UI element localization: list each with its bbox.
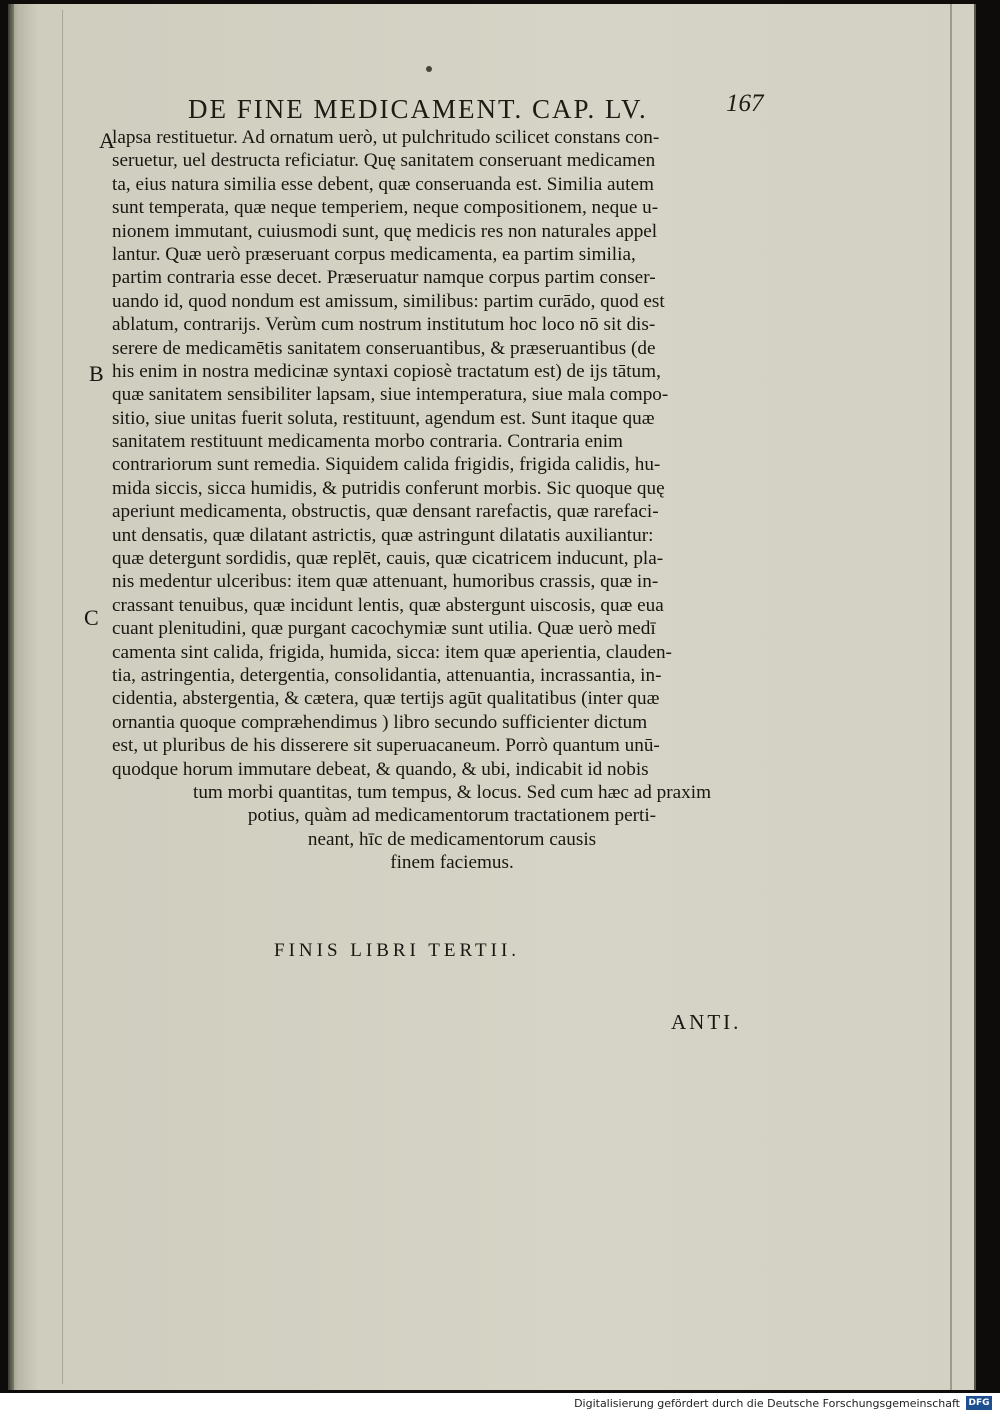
text-line: lantur. Quæ uerò præseruant corpus medicamenta, ea partim similia, bbox=[112, 243, 636, 265]
margin-marker-a: A bbox=[99, 128, 115, 153]
text-line: partim contraria esse decet. Præseruatur namque corpus partim conser- bbox=[112, 267, 656, 289]
finis-line: FINIS LIBRI TERTII. bbox=[274, 940, 521, 961]
text-line: mida siccis, sicca humidis, & putridis conferunt morbis. Sic quoque quę bbox=[112, 477, 665, 499]
text-line: potius, quàm ad medicamentorum tractationem perti- bbox=[247, 805, 657, 827]
margin-marker-b: B bbox=[89, 361, 104, 386]
text-line: camenta sint calida, frigida, humida, sicca: item quæ aperientia, clauden- bbox=[112, 641, 672, 663]
text-line: tia, astringentia, detergentia, consolidantia, attenuantia, incrassantia, in- bbox=[112, 664, 662, 686]
text-line: nionem immutant, cuiusmodi sunt, quę medicis res non naturales appel bbox=[112, 220, 658, 242]
ornament-dot bbox=[426, 66, 432, 72]
page-edge bbox=[950, 4, 952, 1390]
text-line: quæ detergunt sordidis, quæ replēt, cauis, quæ cicatricem inducunt, pla- bbox=[112, 548, 664, 570]
body-text bbox=[112, 126, 792, 875]
gutter-line bbox=[62, 10, 63, 1384]
text-line: ablatum, contrarijs. Verùm cum nostrum institutum hoc loco nō sit dis- bbox=[112, 314, 656, 336]
text-line: cidentia, abstergentia, & cætera, quæ tertijs agūt qualitatibus (inter quæ bbox=[112, 688, 660, 710]
text-line: sunt temperata, quæ neque temperiem, neque compositionem, neque u- bbox=[112, 197, 659, 219]
text-line: his enim in nostra medicinæ syntaxi copiosè tractatum est) de ijs tātum, bbox=[112, 360, 661, 382]
text-line: contrariorum sunt remedia. Siquidem calida frigidis, frigida calidis, hu- bbox=[112, 454, 661, 476]
text-line: sitio, siue unitas fuerit soluta, restituunt, agendum est. Sunt itaque quæ bbox=[112, 407, 655, 429]
text-line: unt densatis, quæ dilatant astrictis, quæ astringunt dilatatis auxiliantur: bbox=[112, 524, 654, 546]
running-head: DE FINE MEDICAMENT. CAP. LV. bbox=[188, 94, 648, 124]
folio-number: 167 bbox=[726, 90, 764, 117]
text-line: lapsa restituetur. Ad ornatum uerò, ut pulchritudo scilicet constans con- bbox=[112, 127, 660, 148]
margin-marker-c: C bbox=[84, 605, 99, 630]
dfg-logo: DFG bbox=[966, 1396, 992, 1410]
catchword: ANTI. bbox=[671, 1010, 742, 1034]
text-line: nis medentur ulceribus: item quæ attenuant, humoribus crassis, quæ in- bbox=[112, 571, 659, 593]
text-line: aperiunt medicamenta, obstructis, quæ densant rarefactis, quæ rarefaci- bbox=[112, 501, 659, 523]
text-line: ornantia quoque compræhendimus ) libro secundo sufficienter dictum bbox=[112, 711, 648, 733]
text-line: tum morbi quantitas, tum tempus, & locus. Sed cum hæc ad praxim bbox=[193, 781, 711, 803]
text-line: quodque horum immutare debeat, & quando, & ubi, indicabit id nobis bbox=[112, 758, 649, 780]
text-line: seruetur, uel destructa reficiatur. Quę sanitatem conseruant medicamen bbox=[112, 150, 656, 172]
text-line: finem faciemus. bbox=[390, 852, 514, 874]
dfg-credit: Digitalisierung gefördert durch die Deutsche Forschungsgemeinschaft bbox=[574, 1397, 960, 1410]
text-line: neant, hīc de medicamentorum causis bbox=[307, 828, 597, 850]
text-line: crassant tenuibus, quæ incidunt lentis, quæ abstergunt uiscosis, quæ eua bbox=[112, 594, 664, 616]
text-line: cuant plenitudini, quæ purgant cacochymiæ sunt utilia. Quæ uerò medī bbox=[112, 618, 656, 640]
text-line: ta, eius natura similia esse debent, quæ conseruanda est. Similia autem bbox=[112, 173, 654, 195]
text-line: est, ut pluribus de his disserere sit superuacaneum. Porrò quantum unū- bbox=[112, 735, 660, 757]
text-line: sanitatem restituunt medicamenta morbo contraria. Contraria enim bbox=[112, 431, 623, 453]
text-line: serere de medicamētis sanitatem conseruantibus, & præseruantibus (de bbox=[112, 337, 656, 359]
text-line: uando id, quod nondum est amissum, similibus: partim curādo, quod est bbox=[112, 290, 665, 312]
text-line: quæ sanitatem sensibiliter lapsam, siue intemperatura, siue mala compo- bbox=[112, 384, 669, 406]
